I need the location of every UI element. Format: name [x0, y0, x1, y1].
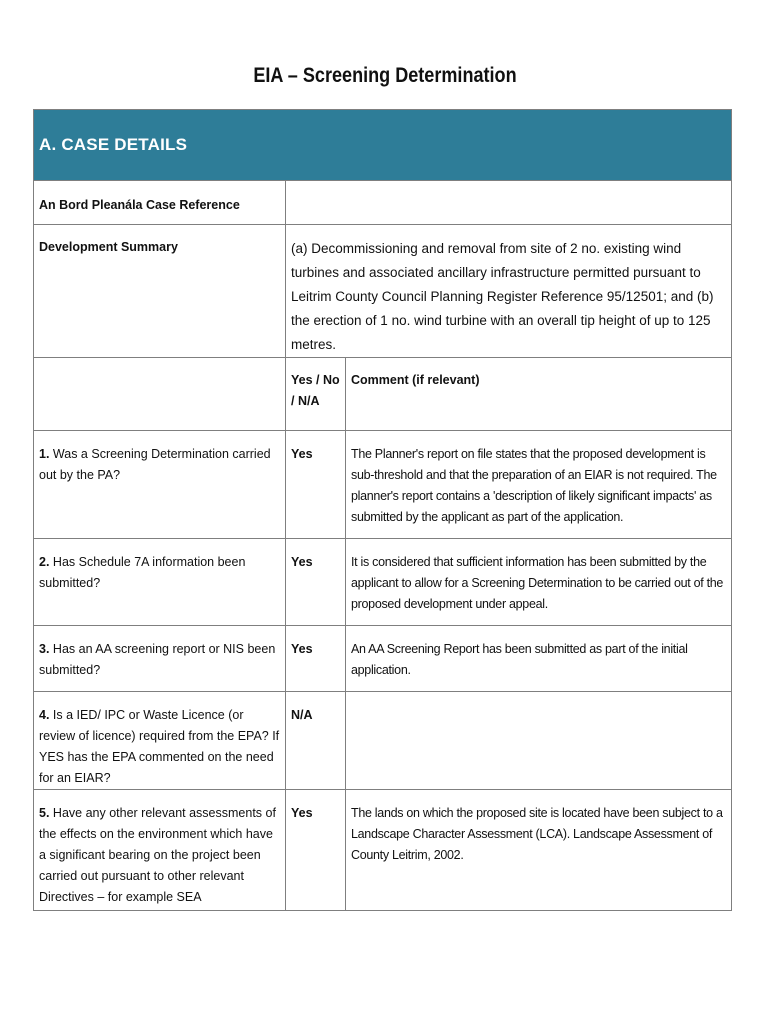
answer-cell: Yes: [286, 626, 346, 692]
question-text: Has an AA screening report or NIS been submitted?: [39, 642, 276, 677]
question-text: Has Schedule 7A information been submitted?: [39, 555, 246, 590]
column-header-row: [34, 358, 732, 431]
question-cell: [34, 692, 286, 790]
development-summary-label: Development Summary: [34, 225, 286, 358]
comment-cell: An AA Screening Report has been submitted as part of the initial application.: [346, 626, 732, 692]
question-number: 3.: [39, 642, 50, 656]
question-number: 2.: [39, 555, 50, 569]
comment-column-header: Comment (if relevant): [346, 358, 732, 431]
comment-cell: The lands on which the proposed site is located have been subject to a Landscape Character Assessment (LCA). Landscape Assessment of County Leitrim, 2002.: [346, 790, 732, 911]
question-cell: [34, 539, 286, 626]
question-text: Is a IED/ IPC or Waste Licence (or review of licence) required from the EPA? If YES has the EPA commented on the need for an EIAR?: [39, 708, 280, 785]
table-row: [34, 431, 732, 539]
comment-cell: The Planner's report on file states that the proposed development is sub-threshold and that the preparation of an EIAR is not required. The planner's report contains a 'description of likely significant impacts' as submitted by the applicant as part of the application.: [346, 431, 732, 539]
section-a-header: A. CASE DETAILS: [34, 110, 732, 181]
question-text: Was a Screening Determination carried out by the PA?: [39, 447, 271, 482]
page-title: EIA – Screening Determination: [253, 64, 517, 87]
question-number: 4.: [39, 708, 50, 722]
table-row: [34, 692, 732, 790]
development-summary-row: [34, 225, 732, 358]
case-details-table: [33, 109, 732, 911]
answer-cell: N/A: [286, 692, 346, 790]
comment-cell: It is considered that sufficient information has been submitted by the applicant to allow for a Screening Determination to be carried out of the proposed development under appeal.: [346, 539, 732, 626]
table-row: [34, 626, 732, 692]
question-number: 1.: [39, 447, 50, 461]
case-reference-label: An Bord Pleanála Case Reference: [34, 181, 286, 225]
question-cell: [34, 790, 286, 911]
answer-cell: Yes: [286, 431, 346, 539]
question-cell: [34, 626, 286, 692]
table-row: [34, 539, 732, 626]
question-text: Have any other relevant assessments of the effects on the environment which have a significant bearing on the project been carried out pursuant to other relevant Directives – for example SEA: [39, 806, 276, 904]
comment-cell: [346, 692, 732, 790]
answer-column-header: Yes / No / N/A: [286, 358, 346, 431]
answer-cell: Yes: [286, 539, 346, 626]
blank-header-cell: [34, 358, 286, 431]
question-number: 5.: [39, 806, 50, 820]
table-row: [34, 790, 732, 911]
section-header-row: [34, 110, 732, 181]
answer-cell: Yes: [286, 790, 346, 911]
case-reference-row: [34, 181, 732, 225]
question-cell: [34, 431, 286, 539]
case-reference-value: [286, 181, 732, 225]
development-summary-value: (a) Decommissioning and removal from site of 2 no. existing wind turbines and associated ancillary infrastructure permitted pursuant to Leitrim County Council Planning Register Reference 95/12501; and (b) the erection of 1 no. wind turbine with an overall tip height of up to 125 metres.: [286, 225, 732, 358]
